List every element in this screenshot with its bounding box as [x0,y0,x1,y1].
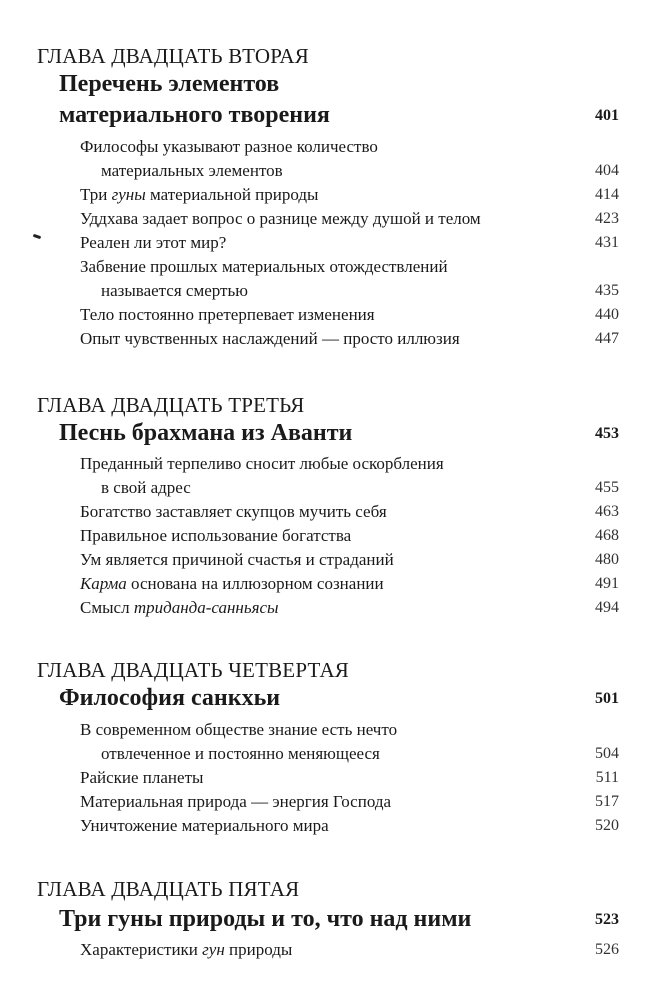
entry-page-number: 511 [595,769,619,786]
toc-entry [80,718,619,766]
entry-text: Философы указывают разное количество [80,137,378,156]
toc-entry [80,183,619,207]
entry-page-number: 517 [595,793,619,810]
entry-italic-term: гуны [111,185,146,204]
toc-entry [80,766,619,790]
chapter-page-number: 523 [595,911,619,928]
toc-entry [80,135,619,183]
entry-page-number: 423 [595,210,619,227]
chapter-title-line: Три гуны природы и то, что над ними [59,906,472,932]
entry-text: В современном обществе знание есть нечто [80,720,398,739]
entry-text: Характеристики гун природы [80,940,293,959]
entry-text: Преданный терпеливо сносит любые оскорбления [80,454,444,473]
entry-page-number: 463 [595,503,619,520]
entry-text: Смысл триданда-санньясы [80,598,279,617]
entry-italic-term: гун [202,940,225,959]
entry-page-number: 504 [595,745,619,762]
entry-text: Правильное использование богатства [80,526,352,545]
entry-text-continued: называется смертью [101,281,248,300]
chapter-page-number: 453 [595,425,619,442]
entry-page-number: 440 [595,306,619,323]
entry-page-number: 494 [595,599,619,616]
entry-page-number: 491 [595,575,619,592]
entry-page-number: 520 [595,817,619,834]
entry-text: Реален ли этот мир? [80,233,227,252]
entry-text: Опыт чувственных наслаждений — просто иллюзия [80,329,460,348]
toc-entry [80,790,619,814]
chapter-label: ГЛАВА ДВАДЦАТЬ ВТОРАЯ [37,44,310,68]
toc-entry [80,303,619,327]
entry-text-continued: в свой адрес [101,478,191,497]
entry-text: Богатство заставляет скупцов мучить себя [80,502,387,521]
toc-entry [80,255,619,303]
entry-text: Забвение прошлых материальных отождествлений [80,257,448,276]
chapter-title-line: Перечень элементов [59,71,280,97]
entry-page-number: 526 [595,941,619,958]
entry-page-number: 468 [595,527,619,544]
chapter-title-line: Философия санкхьи [59,685,281,711]
chapter-label: ГЛАВА ДВАДЦАТЬ ЧЕТВЕРТАЯ [37,658,350,682]
toc-entry [80,452,619,500]
entry-text-continued: отвлеченное и постоянно меняющееся [101,744,380,763]
toc-entry [80,596,619,620]
toc-entry [80,572,619,596]
chapter-title-line: материального творения [59,102,330,128]
chapter-label: ГЛАВА ДВАДЦАТЬ ТРЕТЬЯ [37,393,305,417]
toc-entry [80,548,619,572]
entry-text: Тело постоянно претерпевает изменения [80,305,375,324]
entry-page-number: 480 [595,551,619,568]
entry-page-number: 431 [595,234,619,251]
entry-page-number: 404 [595,162,619,179]
toc-entry [80,500,619,524]
entry-text: Материальная природа — энергия Господа [80,792,392,811]
entry-text: Карма основана на иллюзорном сознании [80,574,384,593]
toc-entry [80,327,619,351]
entry-text: Ум является причиной счастья и страданий [80,550,394,569]
toc-entry [80,207,619,231]
chapter-page-number: 401 [595,107,619,124]
ink-speck [33,234,42,239]
entry-page-number: 435 [595,282,619,299]
chapter-label: ГЛАВА ДВАДЦАТЬ ПЯТАЯ [37,877,300,901]
entry-page-number: 414 [595,186,619,203]
chapter-title-line: Песнь брахмана из Аванти [59,420,353,446]
toc-entry [80,814,619,838]
entry-text: Уничтожение материального мира [80,816,329,835]
entry-italic-term: триданда-санньясы [133,598,279,617]
entry-text-continued: материальных элементов [101,161,283,180]
entry-italic-term: Карма [80,574,127,593]
entry-text: Райские планеты [80,768,204,787]
toc-entry [80,938,619,962]
entry-text: Уддхава задает вопрос о разнице между душой и телом [80,209,481,228]
chapter-page-number: 501 [595,690,619,707]
toc-entry [80,524,619,548]
entry-page-number: 455 [595,479,619,496]
toc-entry [80,231,619,255]
entry-text: Три гуны материальной природы [80,185,319,204]
entry-page-number: 447 [595,330,619,347]
